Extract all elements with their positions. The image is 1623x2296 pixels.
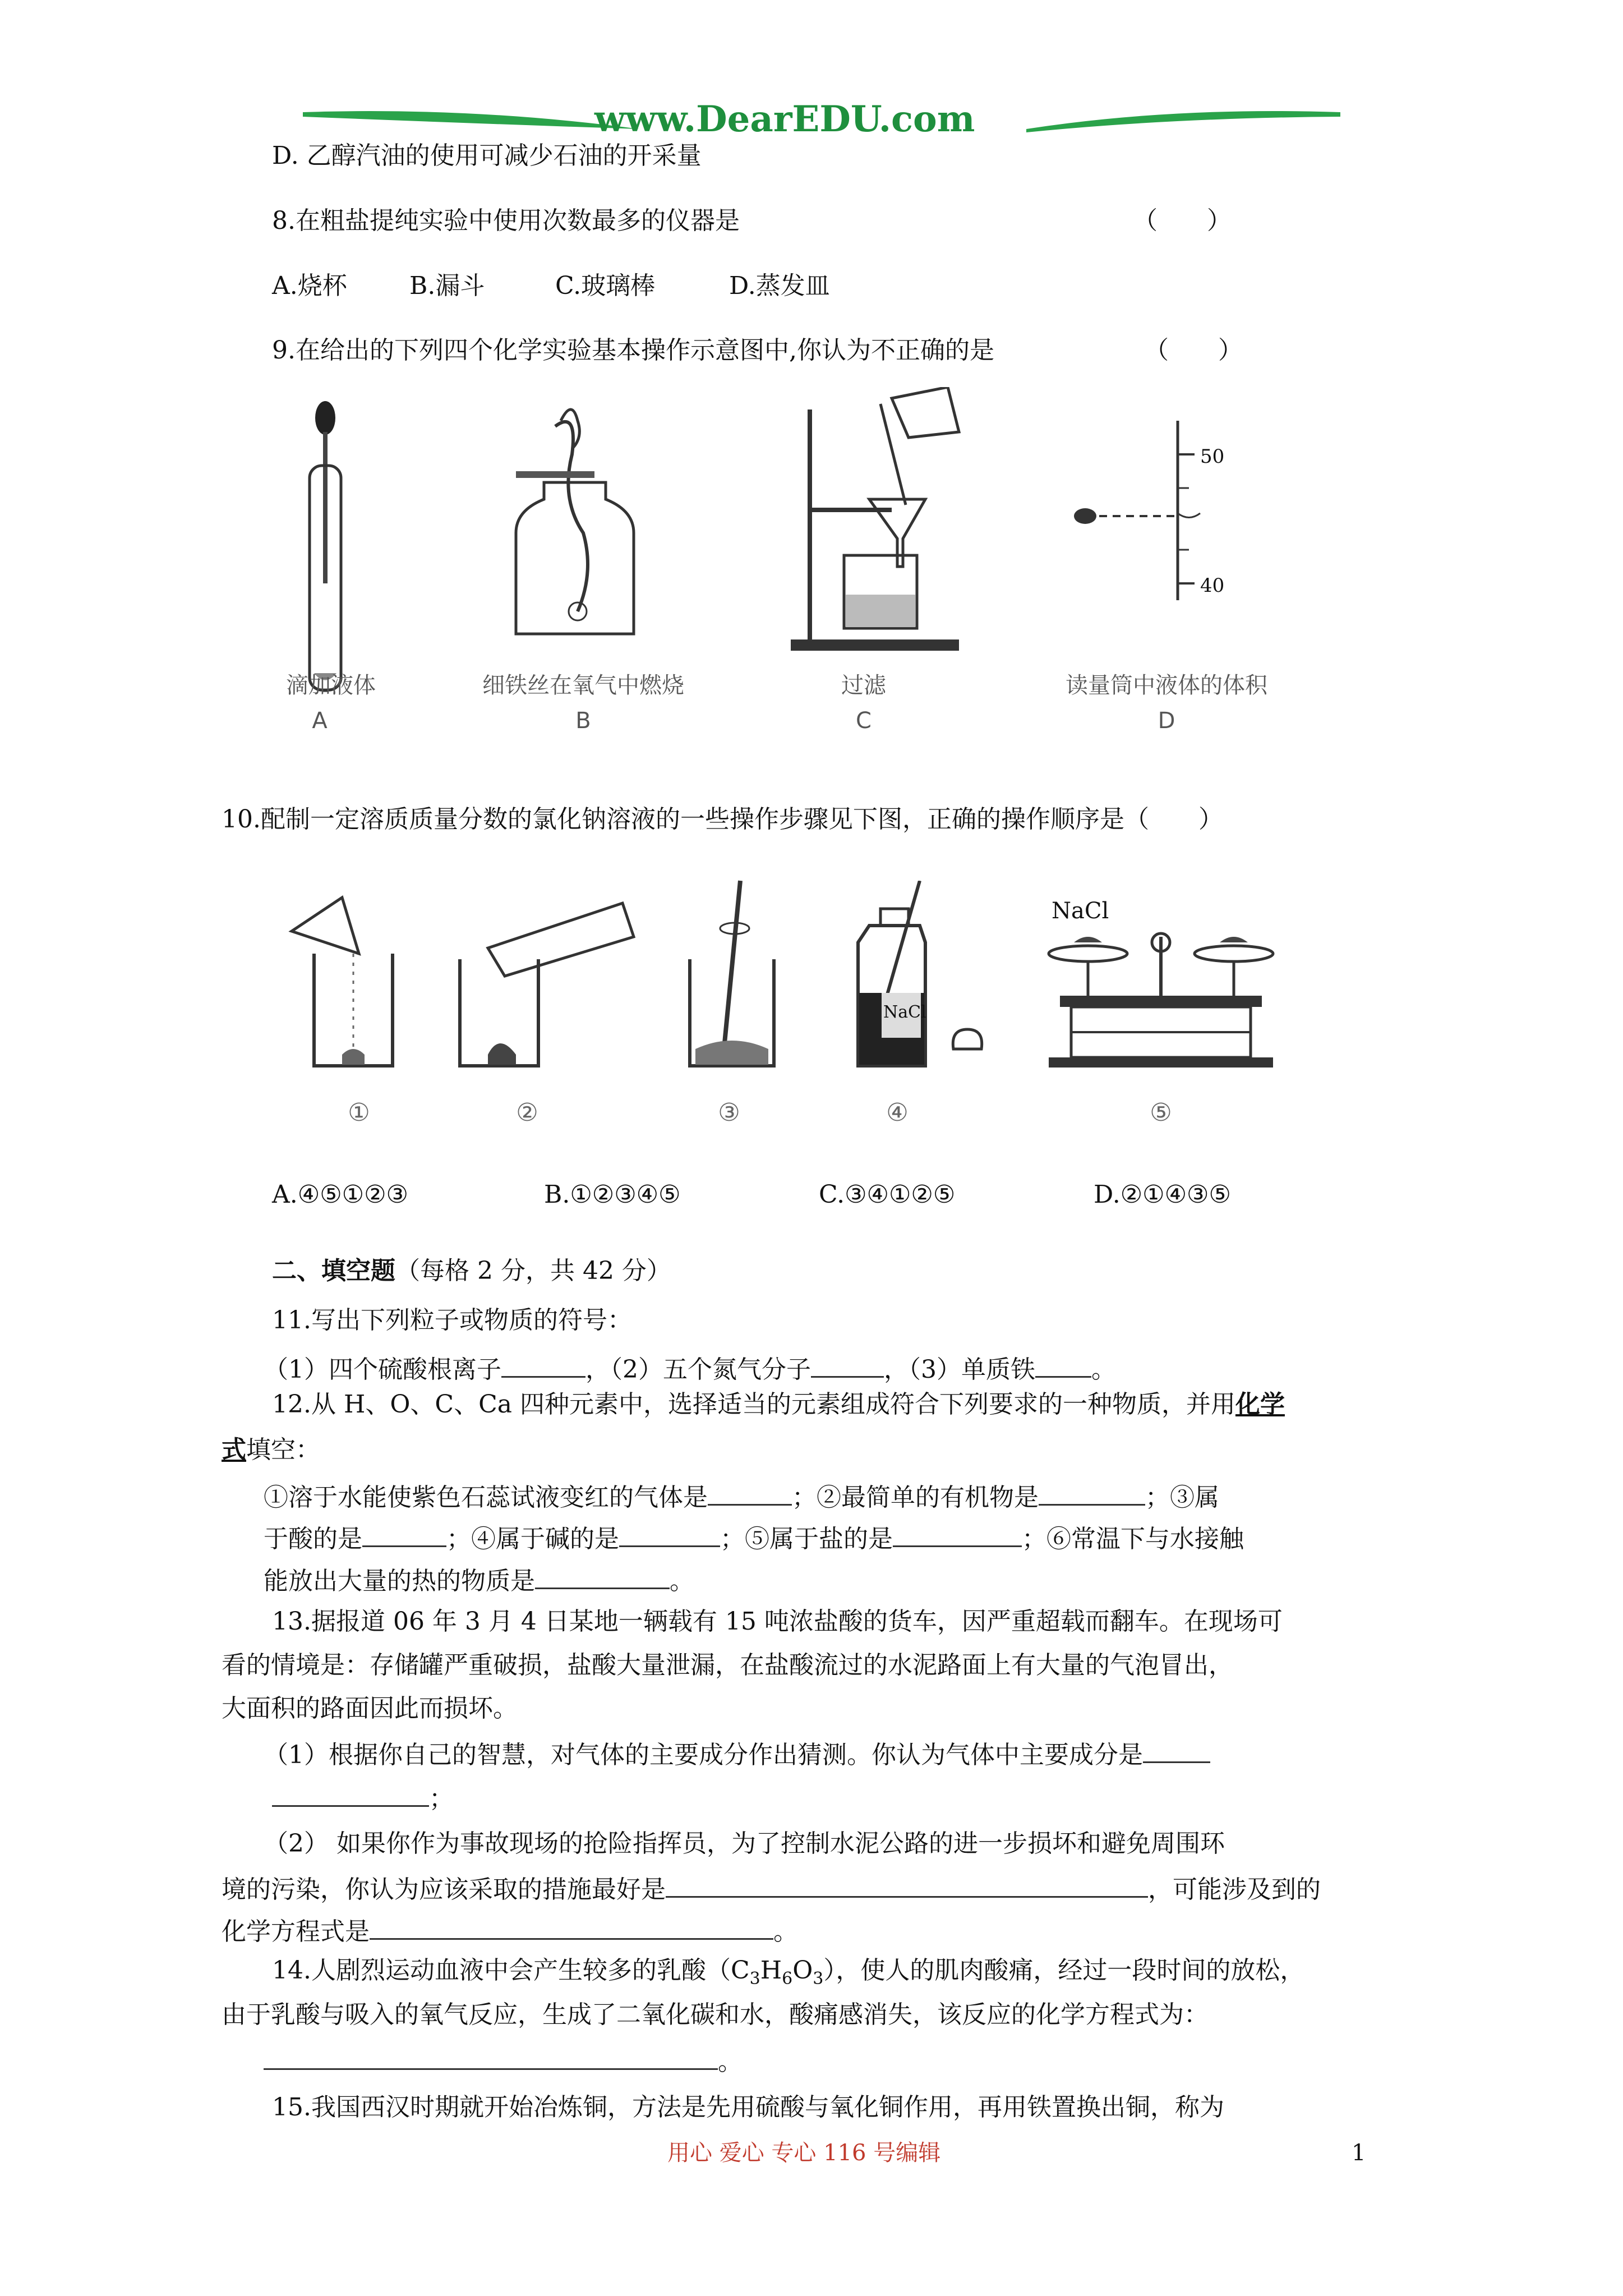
q11-part2: ，（2）五个氮气分子	[585, 1355, 811, 1384]
q10-num-3: ③	[718, 1098, 740, 1127]
q12-line2	[222, 1434, 320, 1466]
q11-part1: （1）四个硫酸根离子	[264, 1355, 501, 1384]
q8-option-b: B.漏斗	[409, 272, 485, 300]
q12-text2: 填空：	[246, 1435, 320, 1464]
header-swoosh-left	[303, 101, 639, 140]
q8-option-d: D.蒸发皿	[729, 272, 830, 300]
section2-title: 二、填空题	[272, 1257, 395, 1285]
q13-line8	[222, 1913, 798, 1948]
q9-caption-a: 滴加液体	[286, 673, 376, 698]
q10-option-a: A.④⑤①②③	[272, 1180, 408, 1209]
q9-figure-reading-cylinder	[1054, 415, 1267, 611]
q12-blank-2[interactable]	[1039, 1479, 1145, 1506]
q11-parts	[264, 1351, 1116, 1386]
q14-sub1: 3	[749, 1968, 760, 1989]
q14-sub2: 6	[782, 1968, 793, 1989]
q12-c2: 。	[670, 1567, 694, 1595]
q12-blank-1[interactable]	[708, 1479, 792, 1506]
page-number: 1	[1352, 2140, 1366, 2166]
q12-emphasis-2: 式	[222, 1435, 246, 1464]
q11-end: 。	[1091, 1355, 1116, 1384]
q13-line3: 大面积的路面因此而损坏。	[222, 1694, 518, 1723]
q10-figure-3	[679, 875, 791, 1077]
q13-part3-end: 。	[773, 1917, 798, 1946]
q12-blank-4[interactable]	[619, 1521, 720, 1547]
q13-part3: 化学方程式是	[222, 1917, 370, 1946]
q9-letter-a: A	[312, 708, 328, 734]
q12-b4: ；⑥常温下与水接触	[1022, 1525, 1244, 1553]
q14-c: O	[792, 1956, 813, 1985]
q13-part1-end: ；	[429, 1784, 454, 1813]
q11-blank-3[interactable]	[1035, 1351, 1091, 1378]
q9-letter-c: C	[856, 708, 872, 734]
q13-line7	[222, 1871, 1321, 1906]
section2-heading	[272, 1255, 671, 1287]
q12-a3: ；③属	[1145, 1483, 1219, 1512]
q9-caption-b: 细铁丝在氧气中燃烧	[482, 673, 684, 698]
q10-figure-1	[280, 886, 404, 1077]
q8-option-a: A.烧杯	[272, 272, 347, 300]
q9-caption-c: 过滤	[841, 673, 886, 698]
q12-a1: ①溶于水能使紫色石蕊试液变红的气体是	[264, 1483, 708, 1512]
q14-blank[interactable]	[264, 2044, 718, 2070]
q12-emphasis: 化学	[1235, 1390, 1285, 1419]
q10-stem: 10.配制一定溶质质量分数的氯化钠溶液的一些操作步骤见下图，正确的操作顺序是（ ）	[222, 805, 1223, 834]
q14-sub3: 3	[813, 1968, 824, 1989]
q10-scale-label: NaCl	[1052, 898, 1109, 924]
q13-blank-3[interactable]	[370, 1913, 773, 1940]
q10-option-d: D.②①④③⑤	[1094, 1180, 1231, 1209]
q13-part2: 境的污染，你认为应该采取的措施最好是	[222, 1875, 666, 1904]
q14-line3	[264, 2044, 743, 2078]
q13-line4	[264, 1737, 1210, 1771]
q9-scale-40: 40	[1200, 574, 1225, 597]
q10-num-1: ①	[348, 1098, 370, 1127]
q12-b2: ；④属于碱的是	[446, 1525, 619, 1553]
q12-line5	[264, 1563, 694, 1597]
q12-a2: ；②最简单的有机物是	[792, 1483, 1039, 1512]
q12-line3	[264, 1479, 1219, 1513]
q8-stem: 8.在粗盐提纯实验中使用次数最多的仪器是	[272, 206, 740, 235]
q10-num-2: ②	[516, 1098, 538, 1127]
q13-line5	[272, 1780, 454, 1815]
q14-line1	[272, 1955, 1304, 1995]
q13-blank-1b[interactable]	[272, 1780, 429, 1807]
q10-figure-5	[1043, 926, 1279, 1077]
q14-end: 。	[718, 2047, 743, 2076]
q10-figure-2	[443, 886, 645, 1077]
q11-blank-2[interactable]	[811, 1351, 884, 1378]
q8-bracket: （ ）	[1133, 206, 1232, 235]
q10-bottle-label: NaCl	[883, 1002, 926, 1022]
q10-figure-4	[847, 881, 993, 1077]
section2-note: （每格 2 分，共 42 分）	[395, 1257, 671, 1285]
q10-num-4: ④	[886, 1098, 909, 1127]
q12-c1: 能放出大量的热的物质是	[264, 1567, 535, 1595]
q10-option-b: B.①②③④⑤	[544, 1180, 681, 1209]
q9-caption-d: 读量筒中液体的体积	[1066, 673, 1267, 698]
q9-figure-filtration	[768, 387, 970, 656]
q13-blank-2[interactable]	[666, 1871, 1148, 1898]
q13-line2: 看的情境是：存储罐严重破损，盐酸大量泄漏，在盐酸流过的水泥路面上有大量的气泡冒出，	[222, 1651, 1233, 1680]
q14-a: 14.人剧烈运动血液中会产生较多的乳酸（C	[272, 1956, 750, 1985]
q13-line6: （2） 如果你作为事故现场的抢险指挥员，为了控制水泥公路的进一步损坏和避免周围环	[264, 1829, 1225, 1858]
q12-blank-6[interactable]	[535, 1563, 670, 1589]
q13-part1: （1）根据你自己的智慧，对气体的主要成分作出猜测。你认为气体中主要成分是	[264, 1741, 1143, 1769]
q13-part2-end: ，可能涉及到的	[1148, 1875, 1321, 1904]
q8-option-c: C.玻璃棒	[555, 272, 656, 300]
q9-letter-b: B	[575, 708, 591, 734]
q10-option-c: C.③④①②⑤	[819, 1180, 956, 1209]
q9-scale-50: 50	[1200, 445, 1225, 468]
q13-line1: 13.据报道 06 年 3 月 4 日某地一辆载有 15 吨浓盐酸的货车，因严重超载而翻车。在现场可	[272, 1607, 1283, 1636]
q9-stem: 9.在给出的下列四个化学实验基本操作示意图中,你认为不正确的是	[272, 336, 994, 365]
q14-line2: 由于乳酸与吸入的氧气反应，生成了二氧化碳和水，酸痛感消失，该反应的化学方程式为：	[222, 2000, 1209, 2029]
q12-text1: 12.从 H、O、C、Ca 四种元素中，选择适当的元素组成符合下列要求的一种物质，并用	[272, 1390, 1235, 1419]
q9-figure-dropping-liquid	[292, 387, 381, 701]
q11-blank-1[interactable]	[501, 1351, 585, 1378]
q13-blank-1[interactable]	[1143, 1737, 1210, 1763]
footer-text: 用心 爱心 专心 116 号编辑	[667, 2140, 941, 2166]
q12-b1: 于酸的是	[264, 1525, 362, 1553]
q7-option-d: D. 乙醇汽油的使用可减少石油的开采量	[272, 141, 702, 170]
q12-line4	[264, 1521, 1244, 1555]
q9-figure-iron-burning	[505, 387, 673, 645]
q12-blank-5[interactable]	[893, 1521, 1022, 1547]
header-swoosh-right	[1026, 101, 1340, 140]
q9-letter-d: D	[1158, 708, 1175, 734]
q11-stem: 11.写出下列粒子或物质的符号：	[272, 1306, 632, 1335]
q12-blank-3[interactable]	[362, 1521, 446, 1547]
q11-part3: ，（3）单质铁	[884, 1355, 1035, 1384]
q14-d: ），使人的肌肉酸痛，经过一段时间的放松，	[823, 1956, 1305, 1985]
header-site: www.DearEDU.com	[594, 98, 975, 140]
q9-bracket: （ ）	[1144, 336, 1243, 365]
q12-b3: ；⑤属于盐的是	[720, 1525, 893, 1553]
q14-b: H	[760, 1956, 782, 1985]
q12-line1	[272, 1389, 1285, 1420]
q15-line1: 15.我国西汉时期就开始冶炼铜，方法是先用硫酸与氧化铜作用，再用铁置换出铜，称为	[272, 2093, 1224, 2122]
q10-num-5: ⑤	[1150, 1098, 1172, 1127]
